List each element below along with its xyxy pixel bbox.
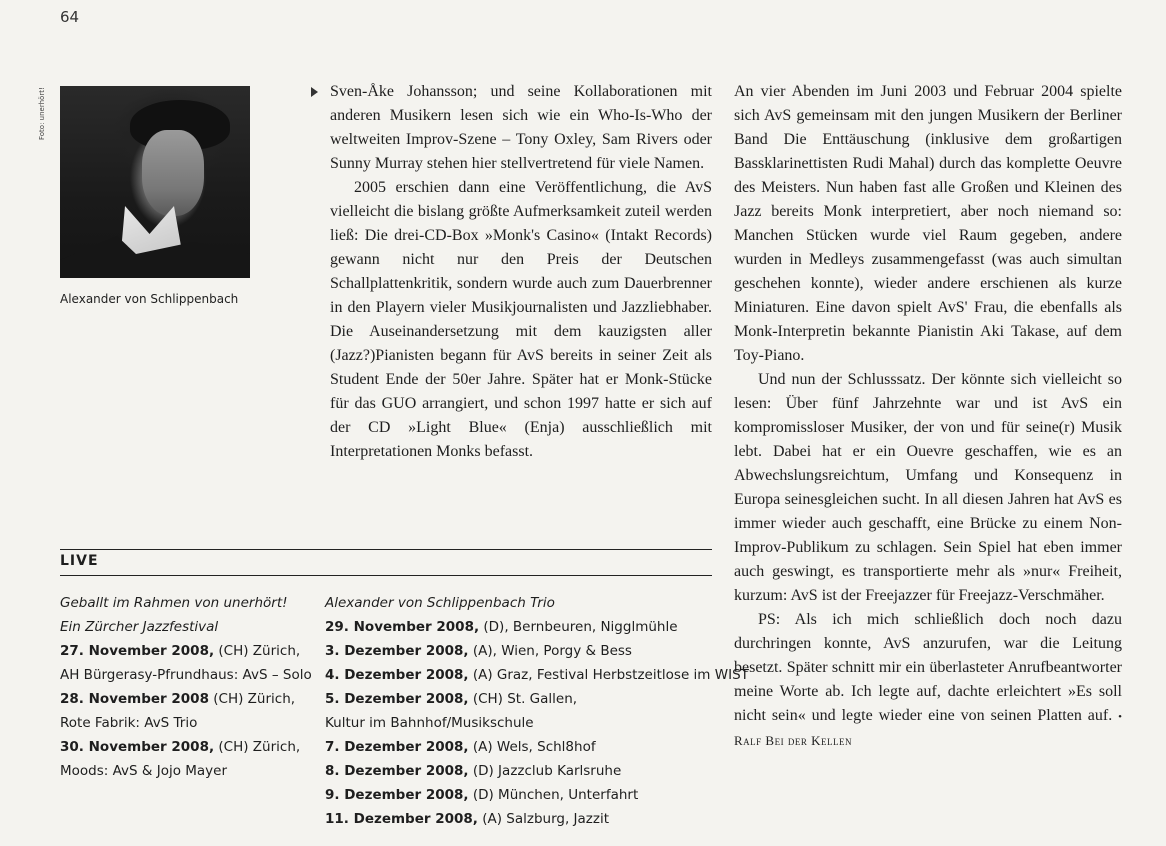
page-number: 64 [60,8,80,26]
article-paragraph: An vier Abenden im Juni 2003 und Februar 2004 spielte sich AvS gemeinsam mit den jungen Musikern der Berliner Band Die Enttäuschung (inklusive dem großartigen Bassklarinettisten Rudi Mahal) durch das komplette Oeuvre des Meisters. Nun haben fast alle Großen und Kleinen des Jazz bereits Monk interpretiert, aber noch niemand so: Manchen Stücken wurde viel Raum gegeben, andere wurden in Medleys zusammengefasst (was auch simultan geschehen konnte), wieder andere erschienen als kurze Miniaturen. Eine davon spielt AvS' Frau, die ebenfalls als Monk-Interpretin bekannte Pianistin Aki Takase, auf dem Toy-Piano. [734,83,1122,364]
tour-event [325,615,749,639]
tour-event [325,807,749,831]
event-date: 27. November 2008, [60,643,215,659]
tour-details: (A), Wien, Porgy & Bess [468,643,632,659]
event-place: (CH) Zürich, [214,739,301,755]
tour-event [325,639,749,663]
event-venue: Rote Fabrik: AvS Trio [60,715,198,731]
article-paragraph: Und nun der Schlusssatz. Der könnte sich vielleicht so lesen: Über fünf Jahrzehnte war und ist AvS ein kompromissloser Musiker, der von und für seine(r) Musik lebt. Dabei hat er ein Ouevre geschaffen, wie es an Abwechslungsreichtum, Umfang und Konsequenz in Europa seinesgleichen sucht. In all diesen Jahren hat AvS es immer wieder auch geschafft, eine Brücke zu einem Non-Improv-Publikum zu schlagen. Sein Spiel hat eben immer auch geswingt, es transportierte mehr als »nur« Freiheit, kurzum: AvS ist der Freejazzer für Freejazz-Verschmäher. [734,371,1122,604]
event-date: 30. November 2008, [60,739,215,755]
tour-details: (D) Jazzclub Karlsruhe [468,763,622,779]
live-heading: LIVE [60,553,99,569]
tour-date: 3. Dezember 2008, [325,643,469,659]
event-line [60,735,312,759]
continuation-arrow-icon [311,87,318,97]
tour-date: 5. Dezember 2008, [325,691,469,707]
event-place: (CH) Zürich, [214,643,301,659]
event-line [60,639,312,663]
live-right-column [325,591,749,831]
event-venue: AH Bürgerasy-Pfrundhaus: AvS – Solo [60,667,312,683]
live-rule-bottom [60,575,712,576]
tour-details: Kultur im Bahnhof/Musikschule [325,715,534,731]
event-line [60,687,312,711]
tour-date: 8. Dezember 2008, [325,763,469,779]
tour-details: (D), Bernbeuren, Nigglmühle [479,619,678,635]
tour-date: 29. November 2008, [325,619,480,635]
photo-face-shape [142,130,204,216]
tour-details: (D) München, Unterfahrt [468,787,639,803]
article-column-middle [330,80,712,464]
article-column-right [734,80,1122,753]
tour-event [325,759,749,783]
tour-details: (A) Wels, Schl8hof [468,739,596,755]
event-place: (CH) Zürich, [208,691,296,707]
author-signature: Ralf Bei der Kellen [734,733,852,748]
festival-title-line: Ein Zürcher Jazzfestival [60,619,219,635]
festival-title-line: Geballt im Rahmen von unerhört! [60,595,288,611]
tour-event [325,711,749,735]
tour-event [325,687,749,711]
ps-text: PS: Als ich mich schließlich doch noch dazu durchringen konnte, AvS anzurufen, war die Leitung besetzt. Später schnitt mir ein überlasteter Anrufbeantworter meine Worte ab. Ich legte auf, dachte erleichtert »Es soll nicht sein« und legte wieder eine von seinen Platten auf. [734,611,1122,724]
photo-credit: Foto: unerhört! [38,87,46,140]
tour-date: 9. Dezember 2008, [325,787,469,803]
tour-details: (CH) St. Gallen, [468,691,578,707]
tour-event [325,783,749,807]
tour-details: (A) Salzburg, Jazzit [477,811,610,827]
tour-date: 11. Dezember 2008, [325,811,478,827]
article-paragraph: Sven-Åke Johansson; und seine Kollaborationen mit anderen Musikern lesen sich wie ein Who-Is-Who der weltweiten Improv-Szene – Tony Oxley, Sam Rivers oder Sunny Murray stehen hier stellvertretend für viele Namen. [330,83,712,172]
portrait-photo [60,86,250,278]
end-bullet: • [1118,711,1123,723]
photo-caption: Alexander von Schlippenbach [60,292,239,306]
event-venue: Moods: AvS & Jojo Mayer [60,763,228,779]
live-left-column [60,591,312,783]
tour-title: Alexander von Schlippenbach Trio [325,595,555,611]
live-rule-top [60,549,712,550]
tour-event [325,663,749,687]
tour-date: 7. Dezember 2008, [325,739,469,755]
tour-event [325,735,749,759]
event-date: 28. November 2008 [60,691,209,707]
tour-date: 4. Dezember 2008, [325,667,469,683]
article-paragraph: 2005 erschien dann eine Veröffentlichung, die AvS vielleicht die bislang größte Aufmerksamkeit zuteil werden ließ: Die drei-CD-Box »Monk's Casino« (Intakt Records) gewann nicht nur den Preis der Deutschen Schallplattenkritik, sondern wurde auch zum Dauerbrenner in den Playern vieler Musikjournalisten und Jazzliebhaber. Die Auseinandersetzung mit dem kauzigsten aller (Jazz?)Pianisten begann für AvS bereits in seiner Zeit als Student Ende der 50er Jahre. Später hat er Monk-Stücke für das GUO arrangiert, und schon 1997 hatte er sich auf der CD »Light Blue« (Enja) ausschließlich mit Interpretationen Monks befasst. [330,179,712,460]
tour-details: (A) Graz, Festival Herbstzeitlose im WIST [468,667,749,683]
article-paragraph-ps [734,608,1122,753]
